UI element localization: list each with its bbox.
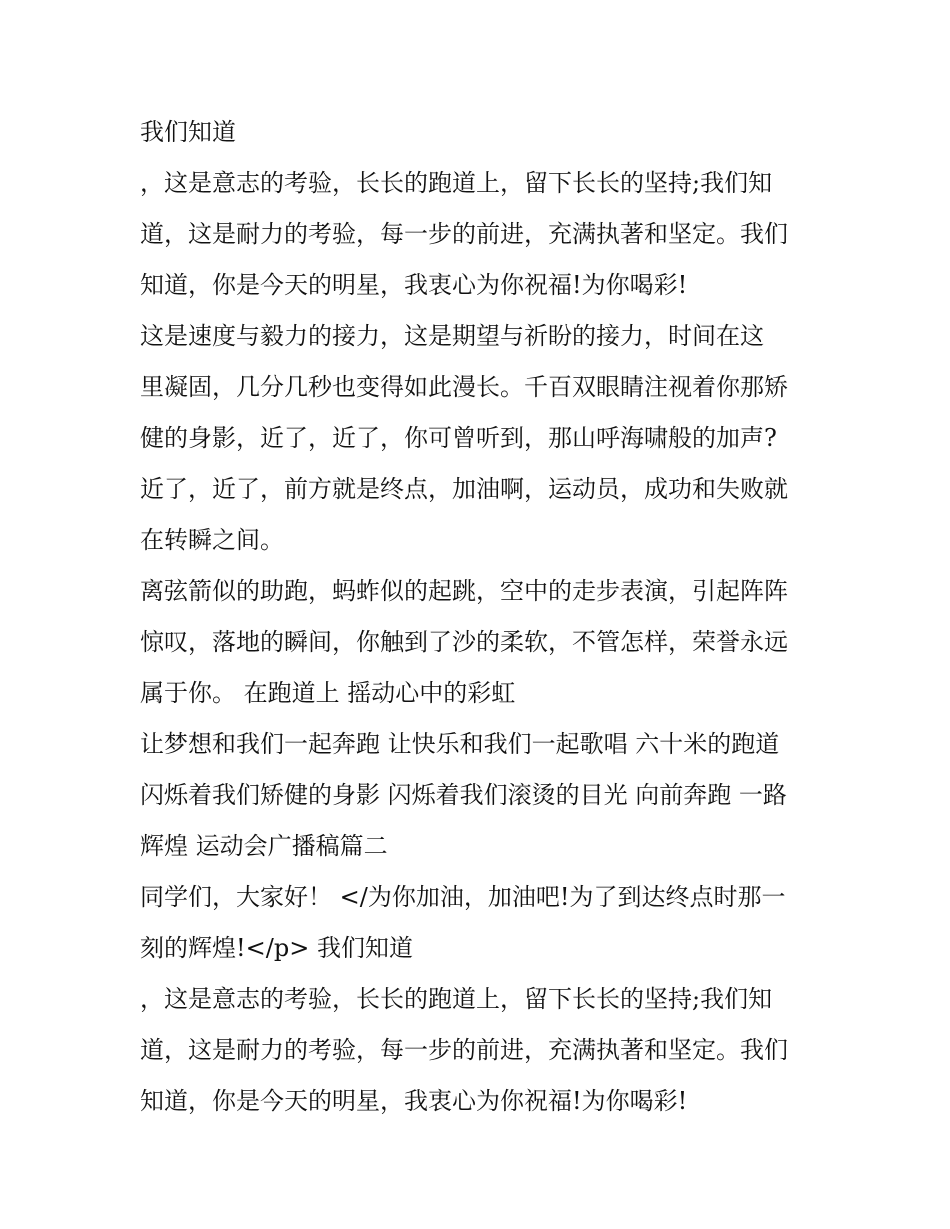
text-line: 这是速度与毅力的接力，这是期望与祈盼的接力，时间在这 [140, 322, 764, 350]
text-line: 闪烁着我们矫健的身影 闪烁着我们滚烫的目光 向前奔跑 一路 [140, 781, 787, 809]
text-line: 道，这是耐力的考验，每一步的前进，充满执著和坚定。我们 [140, 220, 788, 248]
text-line: 道，这是耐力的考验，每一步的前进，充满执著和坚定。我们 [140, 1036, 788, 1064]
document-body [140, 107, 830, 1127]
text-line: 在转瞬之间。 [140, 526, 284, 554]
text-line: 属于你。 在跑道上 摇动心中的彩虹 [140, 679, 516, 707]
text-line: 辉煌 运动会广播稿篇二 [140, 832, 388, 860]
text-line: 知道，你是今天的明星，我衷心为你祝福!为你喝彩! [140, 271, 688, 299]
text-line: 让梦想和我们一起奔跑 让快乐和我们一起歌唱 六十米的跑道 [140, 730, 780, 758]
text-line: 健的身影，近了，近了，你可曾听到，那山呼海啸般的加声? [140, 424, 777, 452]
text-line: 里凝固，几分几秒也变得如此漫长。千百双眼睛注视着你那矫 [140, 373, 788, 401]
text-line: ，这是意志的考验，长长的跑道上，留下长长的坚持;我们知 [140, 985, 773, 1013]
text-line: 刻的辉煌!</p> 我们知道 [140, 934, 413, 962]
text-line: 离弦箭似的助跑，蚂蚱似的起跳，空中的走步表演，引起阵阵 [140, 577, 788, 605]
text-line: 惊叹，落地的瞬间，你触到了沙的柔软，不管怎样，荣誉永远 [140, 628, 788, 656]
text-line: 知道，你是今天的明星，我衷心为你祝福!为你喝彩! [140, 1087, 688, 1115]
text-line: 我们知道 [140, 118, 236, 146]
text-line: 近了，近了，前方就是终点，加油啊，运动员，成功和失败就 [140, 475, 788, 503]
text-line: ，这是意志的考验，长长的跑道上，留下长长的坚持;我们知 [140, 169, 773, 197]
text-line: 同学们，大家好！ </为你加油，加油吧!为了到达终点时那一 [140, 883, 786, 911]
